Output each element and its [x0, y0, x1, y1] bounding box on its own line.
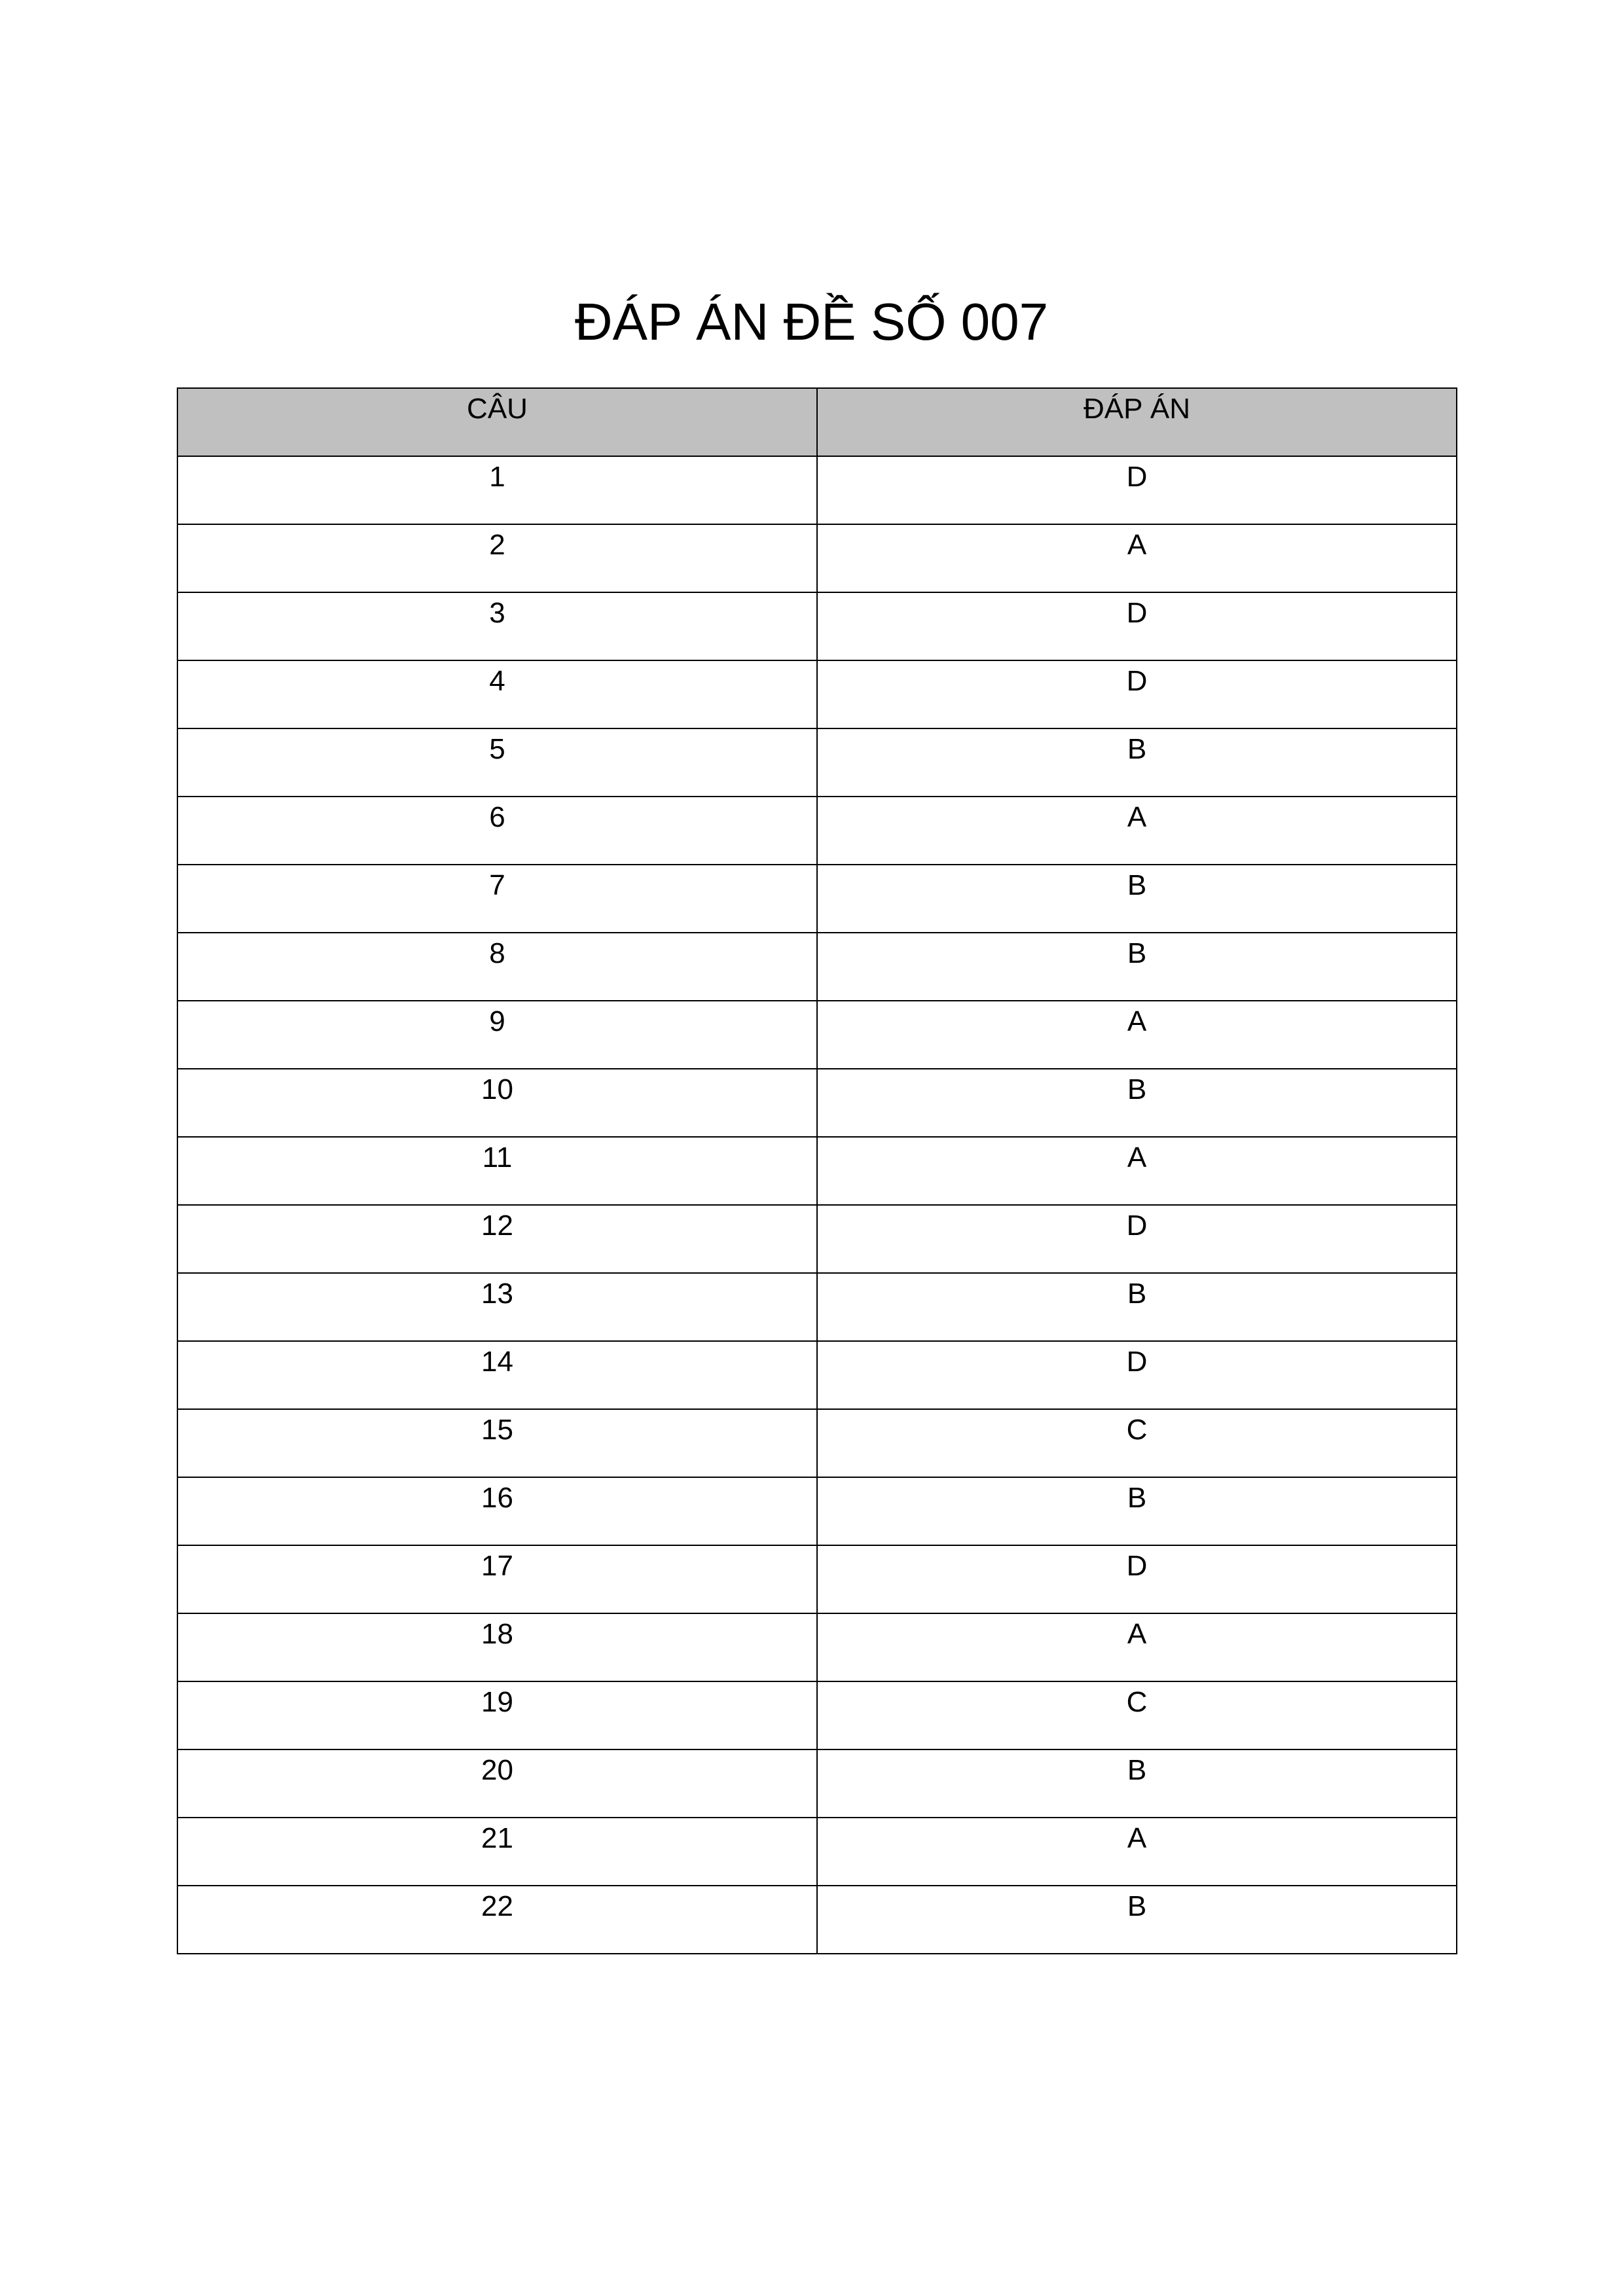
answer-letter: A — [1127, 1822, 1147, 1854]
table-row — [177, 1818, 1457, 1886]
question-number: 7 — [489, 869, 505, 901]
answer-letter: D — [1126, 665, 1148, 697]
question-number: 8 — [489, 937, 505, 969]
answer-letter: B — [1127, 1890, 1147, 1922]
table-row — [177, 456, 1457, 524]
answer-letter: B — [1127, 1278, 1147, 1310]
question-number: 15 — [481, 1414, 513, 1446]
question-number: 3 — [489, 597, 505, 629]
answer-letter: A — [1127, 1618, 1147, 1650]
question-number: 5 — [489, 733, 505, 765]
question-number-cell — [177, 1749, 817, 1818]
table-row — [177, 660, 1457, 728]
question-number: 13 — [481, 1278, 513, 1310]
table-row — [177, 797, 1457, 865]
answer-letter: B — [1127, 1754, 1147, 1786]
answer-cell — [817, 1749, 1457, 1818]
answer-cell — [817, 1341, 1457, 1409]
question-number-cell — [177, 1681, 817, 1749]
question-number-cell — [177, 728, 817, 797]
question-number-cell — [177, 524, 817, 592]
question-number: 2 — [489, 529, 505, 561]
answer-letter: A — [1127, 1005, 1147, 1037]
table-body — [177, 456, 1457, 1954]
answer-cell — [817, 1613, 1457, 1681]
question-number: 21 — [481, 1822, 513, 1854]
answer-letter: D — [1126, 1210, 1148, 1242]
question-number: 16 — [481, 1482, 513, 1514]
question-number-cell — [177, 456, 817, 524]
question-number-cell — [177, 592, 817, 660]
answer-cell — [817, 1818, 1457, 1886]
answer-letter: B — [1127, 733, 1147, 765]
question-number: 12 — [481, 1210, 513, 1242]
answer-cell — [817, 1477, 1457, 1545]
answer-letter: D — [1126, 461, 1148, 493]
answer-cell — [817, 933, 1457, 1001]
answer-letter: A — [1127, 529, 1147, 561]
answer-cell — [817, 592, 1457, 660]
answer-cell — [817, 1681, 1457, 1749]
table-row — [177, 1886, 1457, 1954]
question-number-cell — [177, 1341, 817, 1409]
question-number-cell — [177, 933, 817, 1001]
answer-cell — [817, 1273, 1457, 1341]
answer-cell — [817, 797, 1457, 865]
answer-letter: C — [1126, 1686, 1148, 1718]
answer-letter: A — [1127, 801, 1147, 833]
table-row — [177, 1681, 1457, 1749]
answer-letter: B — [1127, 869, 1147, 901]
answer-cell — [817, 1001, 1457, 1069]
answer-cell — [817, 1545, 1457, 1613]
answer-cell — [817, 1069, 1457, 1137]
answer-letter: B — [1127, 937, 1147, 969]
question-number-cell — [177, 1818, 817, 1886]
question-number-cell — [177, 1273, 817, 1341]
answer-letter: B — [1127, 1482, 1147, 1514]
question-number: 6 — [489, 801, 505, 833]
table-row — [177, 865, 1457, 933]
question-number-cell — [177, 865, 817, 933]
question-number: 17 — [481, 1550, 513, 1582]
answer-letter: D — [1126, 597, 1148, 629]
question-number-cell — [177, 1205, 817, 1273]
question-number-cell — [177, 1137, 817, 1205]
question-number-cell — [177, 1001, 817, 1069]
question-number-cell — [177, 1477, 817, 1545]
answer-cell — [817, 865, 1457, 933]
question-number: 9 — [489, 1005, 505, 1037]
question-number: 19 — [481, 1686, 513, 1718]
question-number: 1 — [489, 461, 505, 493]
question-number: 14 — [481, 1346, 513, 1378]
table-row — [177, 592, 1457, 660]
question-number-cell — [177, 797, 817, 865]
table-row — [177, 1613, 1457, 1681]
question-number-cell — [177, 1545, 817, 1613]
table-row — [177, 1069, 1457, 1137]
question-number: 18 — [481, 1618, 513, 1650]
answer-cell — [817, 728, 1457, 797]
column-header-answer — [817, 388, 1457, 456]
answer-cell — [817, 1409, 1457, 1477]
column-header-label: ĐÁP ÁN — [1083, 393, 1191, 425]
column-header-label: CÂU — [467, 393, 528, 425]
question-number-cell — [177, 1069, 817, 1137]
table-row — [177, 1341, 1457, 1409]
answer-letter: A — [1127, 1141, 1147, 1174]
column-header-question — [177, 388, 817, 456]
page-title: ĐÁP ÁN ĐỀ SỐ 007 — [574, 293, 1049, 351]
answer-cell — [817, 524, 1457, 592]
table-row — [177, 1545, 1457, 1613]
question-number-cell — [177, 1613, 817, 1681]
table-row — [177, 933, 1457, 1001]
answer-cell — [817, 1205, 1457, 1273]
answer-cell — [817, 1886, 1457, 1954]
table-row — [177, 728, 1457, 797]
answer-table — [177, 387, 1457, 1954]
answer-cell — [817, 660, 1457, 728]
question-number-cell — [177, 1409, 817, 1477]
answer-letter: D — [1126, 1346, 1148, 1378]
table-row — [177, 1137, 1457, 1205]
table-row — [177, 1409, 1457, 1477]
question-number: 22 — [481, 1890, 513, 1922]
table-row — [177, 524, 1457, 592]
table-row — [177, 1205, 1457, 1273]
table-row — [177, 1001, 1457, 1069]
question-number-cell — [177, 660, 817, 728]
table-header-row — [177, 388, 1457, 456]
question-number: 10 — [481, 1073, 513, 1105]
question-number: 11 — [482, 1141, 513, 1174]
table-row — [177, 1477, 1457, 1545]
table-row — [177, 1273, 1457, 1341]
question-number: 20 — [481, 1754, 513, 1786]
table-row — [177, 1749, 1457, 1818]
answer-letter: D — [1126, 1550, 1148, 1582]
answer-cell — [817, 1137, 1457, 1205]
answer-cell — [817, 456, 1457, 524]
question-number: 4 — [489, 665, 505, 697]
answer-letter: C — [1126, 1414, 1148, 1446]
question-number-cell — [177, 1886, 817, 1954]
answer-letter: B — [1127, 1073, 1147, 1105]
